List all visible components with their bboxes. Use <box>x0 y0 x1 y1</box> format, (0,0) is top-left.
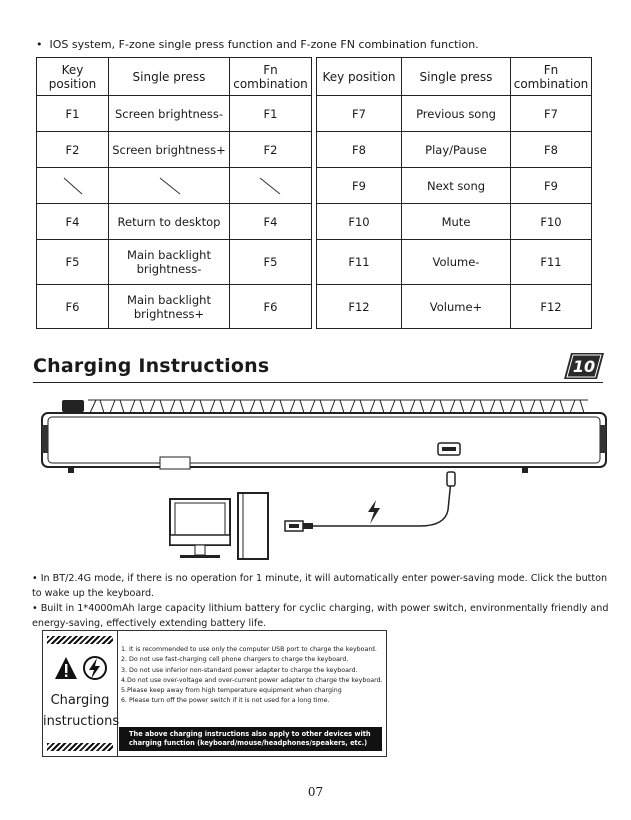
key-cell: F8 <box>317 132 402 168</box>
note-power-saving: • In BT/2.4G mode, if there is no operation for 1 minute, it will automatically enter power-saving mode. Click the button to wake up the keyboard. <box>32 573 608 599</box>
type-c-plug-icon <box>447 472 455 486</box>
knob-icon <box>62 400 84 412</box>
single-cell: Screen brightness- <box>109 96 230 132</box>
fn-cell: F2 <box>230 132 312 168</box>
single-cell: Screen brightness+ <box>109 132 230 168</box>
single-cell: Play/Pause <box>402 132 511 168</box>
warning-item: 2. Do not use fast-charging cell phone chargers to charge the keyboard. <box>121 656 349 664</box>
warning-label-line2: instructions <box>43 714 120 729</box>
page-badge-number: 10 <box>572 357 596 376</box>
key-cell: F11 <box>317 240 402 285</box>
key-cell: F6 <box>37 285 109 329</box>
header-single-press: Single press <box>402 58 511 96</box>
note-battery: • Built in 1*4000mAh large capacity lithium battery for cyclic charging, with power switch, environmentally friendly and energy-saving, effectively extending battery life. <box>32 603 609 629</box>
warning-banner-line2: charging function (keyboard/mouse/headphones/speakers, etc.) <box>129 739 368 747</box>
fkey-table-left <box>36 57 312 329</box>
usb-plug-icon <box>285 521 313 531</box>
charging-cable <box>313 480 451 526</box>
fn-cell: F5 <box>230 240 312 285</box>
single-cell: Mute <box>402 204 511 240</box>
key-cell: F1 <box>37 96 109 132</box>
charging-setup-illustration <box>165 470 465 565</box>
page-badge <box>563 352 605 380</box>
warning-list <box>121 645 383 707</box>
monitor-icon <box>170 499 230 558</box>
keycap-row <box>88 400 588 413</box>
empty-cell-slash <box>230 168 312 204</box>
hazard-stripes-bottom <box>47 743 113 751</box>
warning-label-panel <box>43 631 118 756</box>
single-cell: Next song <box>402 168 511 204</box>
single-cell: Main backlight brightness+ <box>109 285 230 329</box>
key-cell: F7 <box>317 96 402 132</box>
warning-item: 6. Please turn off the power switch if it is not used for a long time. <box>121 697 330 705</box>
charging-notes <box>32 571 617 631</box>
intro-bullet: • <box>36 38 43 51</box>
fn-cell: F10 <box>511 204 592 240</box>
warning-icons <box>53 653 109 683</box>
header-fn-combination: Fn combination <box>230 58 312 96</box>
single-cell: Main backlight brightness- <box>109 240 230 285</box>
fn-cell: F8 <box>511 132 592 168</box>
single-cell: Previous song <box>402 96 511 132</box>
header-key-position: Key position <box>37 58 109 96</box>
intro-line <box>36 38 479 51</box>
charging-warning-box <box>42 630 387 757</box>
section-divider <box>33 382 603 383</box>
fn-cell: F12 <box>511 285 592 329</box>
warning-triangle-icon <box>55 657 77 679</box>
hazard-stripes-top <box>47 636 113 644</box>
pc-tower-icon <box>238 493 268 559</box>
warning-item: 3. Do not use inferior non-standard power adapter to charge the keyboard. <box>121 666 358 674</box>
fn-cell: F4 <box>230 204 312 240</box>
empty-cell-slash <box>37 168 109 204</box>
single-cell: Volume- <box>402 240 511 285</box>
key-cell: F9 <box>317 168 402 204</box>
warning-banner-line1: The above charging instructions also apply to other devices with <box>129 730 371 738</box>
electric-hazard-icon <box>84 657 106 679</box>
single-cell: Volume+ <box>402 285 511 329</box>
empty-cell-slash <box>109 168 230 204</box>
warning-banner <box>119 727 382 751</box>
key-cell: F4 <box>37 204 109 240</box>
page-number: 07 <box>307 785 324 799</box>
key-cell: F5 <box>37 240 109 285</box>
warning-label-line1: Charging <box>50 693 110 708</box>
header-fn-combination: Fn combination <box>511 58 592 96</box>
fn-cell: F6 <box>230 285 312 329</box>
intro-text: IOS system, F-zone single press function and F-zone FN combination function. <box>49 38 479 51</box>
lightning-bolt-icon <box>368 500 380 524</box>
fkey-table-right <box>316 57 592 329</box>
warning-item: 1. It is recommended to use only the computer USB port to charge the keyboard. <box>121 646 377 653</box>
fn-cell: F11 <box>511 240 592 285</box>
key-cell: F12 <box>317 285 402 329</box>
key-cell: F2 <box>37 132 109 168</box>
single-cell: Return to desktop <box>109 204 230 240</box>
warning-item: 4.Do not use over-voltage and over-current power adapter to charge the keyboard. <box>121 676 383 684</box>
fn-cell: F7 <box>511 96 592 132</box>
section-title: Charging Instructions <box>33 355 270 377</box>
key-cell: F10 <box>317 204 402 240</box>
fn-cell: F1 <box>230 96 312 132</box>
warning-item: 5.Please keep away from high temperature equipment when charging <box>121 687 342 695</box>
header-single-press: Single press <box>109 58 230 96</box>
fn-cell: F9 <box>511 168 592 204</box>
header-key-position: Key position <box>317 58 402 96</box>
